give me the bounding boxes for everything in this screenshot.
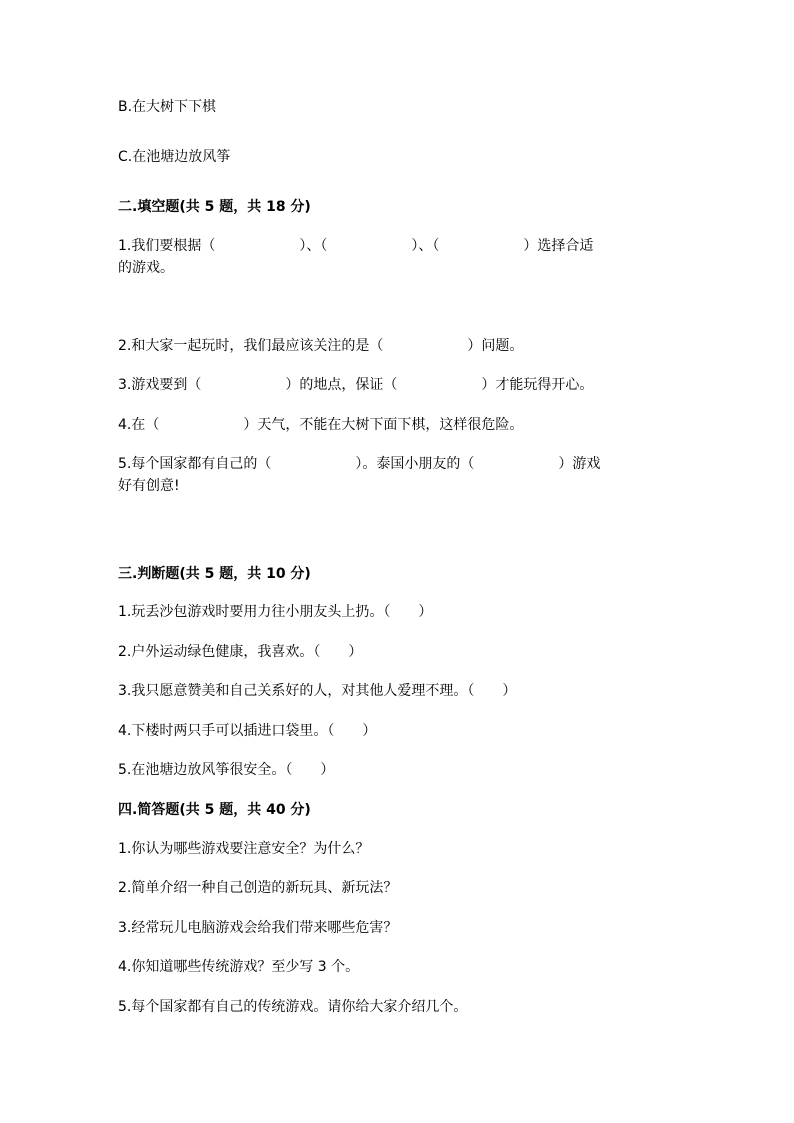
short-question-4: 4.你知道哪些传统游戏？至少写 3 个。 <box>118 959 360 975</box>
fill-question-2: 2.和大家一起玩时，我们最应该关注的是（ ）问题。 <box>118 338 524 354</box>
option-b: B.在大树下下棋 <box>118 99 217 115</box>
judge-question-3: 3.我只愿意赞美和自己关系好的人，对其他人爱理不理。（ ） <box>118 683 517 699</box>
judge-question-2: 2.户外运动绿色健康，我喜欢。（ ） <box>118 644 363 660</box>
short-question-1: 1.你认为哪些游戏要注意安全？为什么？ <box>118 841 370 857</box>
judge-question-4: 4.下楼时两只手可以插进口袋里。（ ） <box>118 723 377 739</box>
short-question-3: 3.经常玩儿电脑游戏会给我们带来哪些危害？ <box>118 920 398 936</box>
fill-question-5-line-1: 5.每个国家都有自己的（ ）。泰国小朋友的（ ）游戏 <box>118 456 601 472</box>
short-question-2: 2.简单介绍一种自己创造的新玩具、新玩法？ <box>118 880 398 896</box>
fill-question-3: 3.游戏要到（ ）的地点，保证（ ）才能玩得开心。 <box>118 377 594 393</box>
short-question-5: 5.每个国家都有自己的传统游戏。请你给大家介绍几个。 <box>118 999 468 1015</box>
fill-question-5-line-2: 好有创意! <box>118 478 180 494</box>
option-c: C.在池塘边放风筝 <box>118 149 231 165</box>
section-heading-fill-in: 二.填空题(共 5 题，共 18 分) <box>118 199 311 215</box>
judge-question-5: 5.在池塘边放风筝很安全。（ ） <box>118 762 335 778</box>
section-heading-true-false: 三.判断题(共 5 题，共 10 分) <box>118 566 311 582</box>
fill-question-1-line-1: 1.我们要根据（ ）、（ ）、（ ）选择合适 <box>118 238 594 254</box>
section-heading-short-answer: 四.简答题(共 5 题，共 40 分) <box>118 802 311 818</box>
fill-question-4: 4.在（ ）天气，不能在大树下面下棋，这样很危险。 <box>118 417 524 433</box>
judge-question-1: 1.玩丢沙包游戏时要用力往小朋友头上扔。（ ） <box>118 604 433 620</box>
fill-question-1-line-2: 的游戏。 <box>118 260 174 276</box>
